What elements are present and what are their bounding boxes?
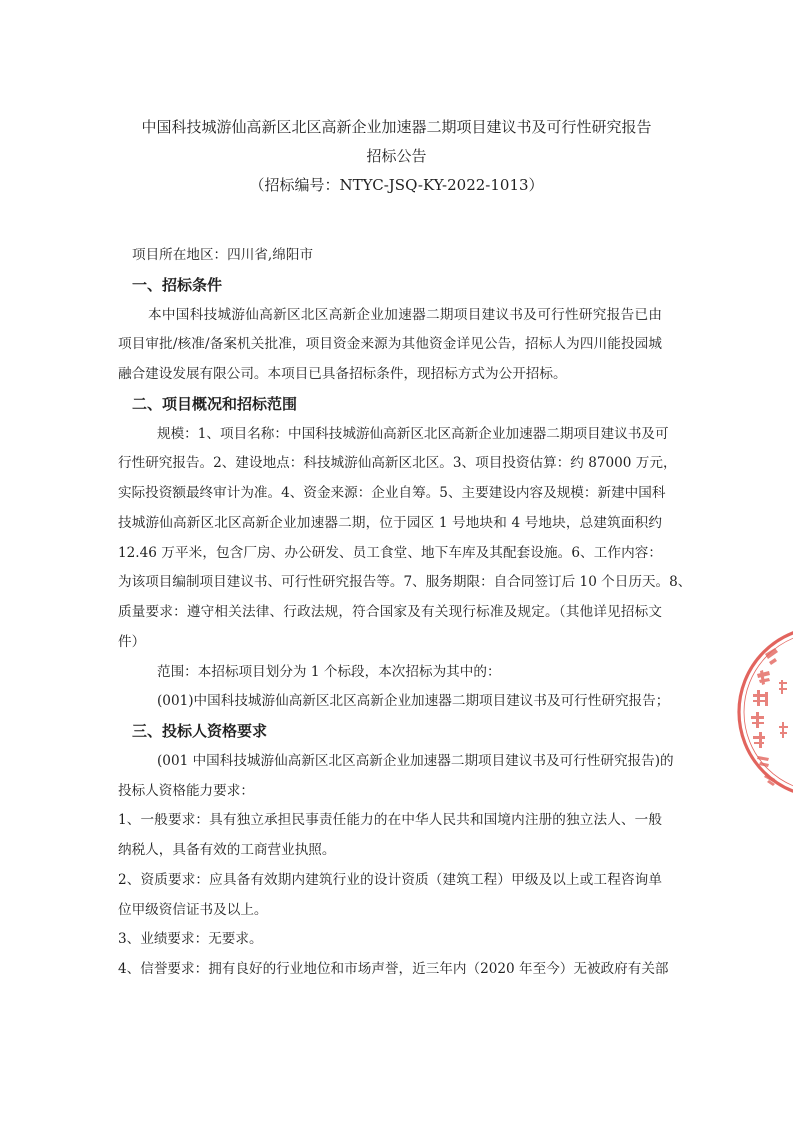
paragraph-line: 项目审批/核准/备案机关批准，项目资金来源为其他资金详见公告，招标人为四川能投园城 [118, 336, 662, 353]
paragraph-line: 位甲级资信证书及以上。 [118, 901, 268, 918]
scope-intro: 范围：本招标项目划分为 1 个标段，本次招标为其中的： [157, 663, 501, 680]
paragraph-line: 本中国科技城游仙高新区北区高新企业加速器二期项目建议书及可行性研究报告已由 [148, 306, 662, 323]
requirement-general: 1、一般要求：具有独立承担民事责任能力的在中华人民共和国境内注册的独立法人、一般 [118, 812, 662, 829]
title-tender-number: （招标编号：NTYC-JSQ-KY-2022-1013） [249, 176, 544, 194]
paragraph-line: 12.46 万平米，包含厂房、办公研发、员工食堂、地下车库及其配套设施。6、工作内容： [118, 544, 662, 561]
seal-outer-ring [739, 627, 793, 797]
paragraph-line: 纳税人，具备有效的工商营业执照。 [118, 842, 336, 858]
paragraph-line: (001 中国科技城游仙高新区北区高新企业加速器二期项目建议书及可行性研究报告)的 [157, 752, 674, 769]
title-notice-type: 招标公告 [366, 147, 427, 165]
document-body [118, 241, 692, 985]
document-title [0, 113, 793, 200]
seal-stamp-icon [735, 622, 793, 802]
scope-item: (001)中国科技城游仙高新区北区高新企业加速器二期项目建议书及可行性研究报告； [157, 693, 670, 710]
project-location: 项目所在地区：四川省,绵阳市 [132, 247, 314, 263]
section-heading-bidder-qualifications: 三、投标人资格要求 [132, 722, 268, 740]
paragraph-line: 行性研究报告。2、建设地点：科技城游仙高新区北区。3、项目投资估算：约 87000 万元， [118, 455, 677, 472]
requirement-qualification: 2、资质要求：应具备有效期内建筑行业的设计资质（建筑工程）甲级及以上或工程咨询单 [118, 871, 662, 888]
section-heading-tender-conditions: 一、招标条件 [132, 275, 223, 294]
paragraph-line: 件） [118, 633, 146, 650]
paragraph-line: 投标人资格能力要求： [118, 782, 254, 799]
section-heading-project-overview: 二、项目概况和招标范围 [132, 394, 298, 413]
title-project-name: 中国科技城游仙高新区北区高新企业加速器二期项目建议书及可行性研究报告 [141, 118, 652, 136]
paragraph-line: 为该项目编制项目建议书、可行性研究报告等。7、服务期限：自合同签订后 10 个日历天。8、 [118, 574, 692, 591]
paragraph-line: 融合建设发展有限公司。本项目已具备招标条件，现招标方式为公开招标。 [118, 366, 567, 382]
requirement-performance: 3、业绩要求：无要求。 [118, 931, 263, 948]
requirement-reputation: 4、信誉要求：拥有良好的行业地位和市场声誉，近三年内（2020 年至今）无被政府有关部 [118, 961, 669, 977]
paragraph-line: 实际投资额最终审计为准。4、资金来源：企业自筹。5、主要建设内容及规模：新建中国科 [118, 485, 666, 501]
paragraph-line: 技城游仙高新区北区高新企业加速器二期，位于园区 1 号地块和 4 号地块，总建筑面积约 [118, 514, 662, 531]
paragraph-line: 质量要求：遵守相关法律、行政法规，符合国家及有关现行标准及规定。（其他详见招标文 [118, 604, 662, 620]
paragraph-line: 规模：1、项目名称：中国科技城游仙高新区北区高新企业加速器二期项目建议书及可 [157, 425, 669, 442]
